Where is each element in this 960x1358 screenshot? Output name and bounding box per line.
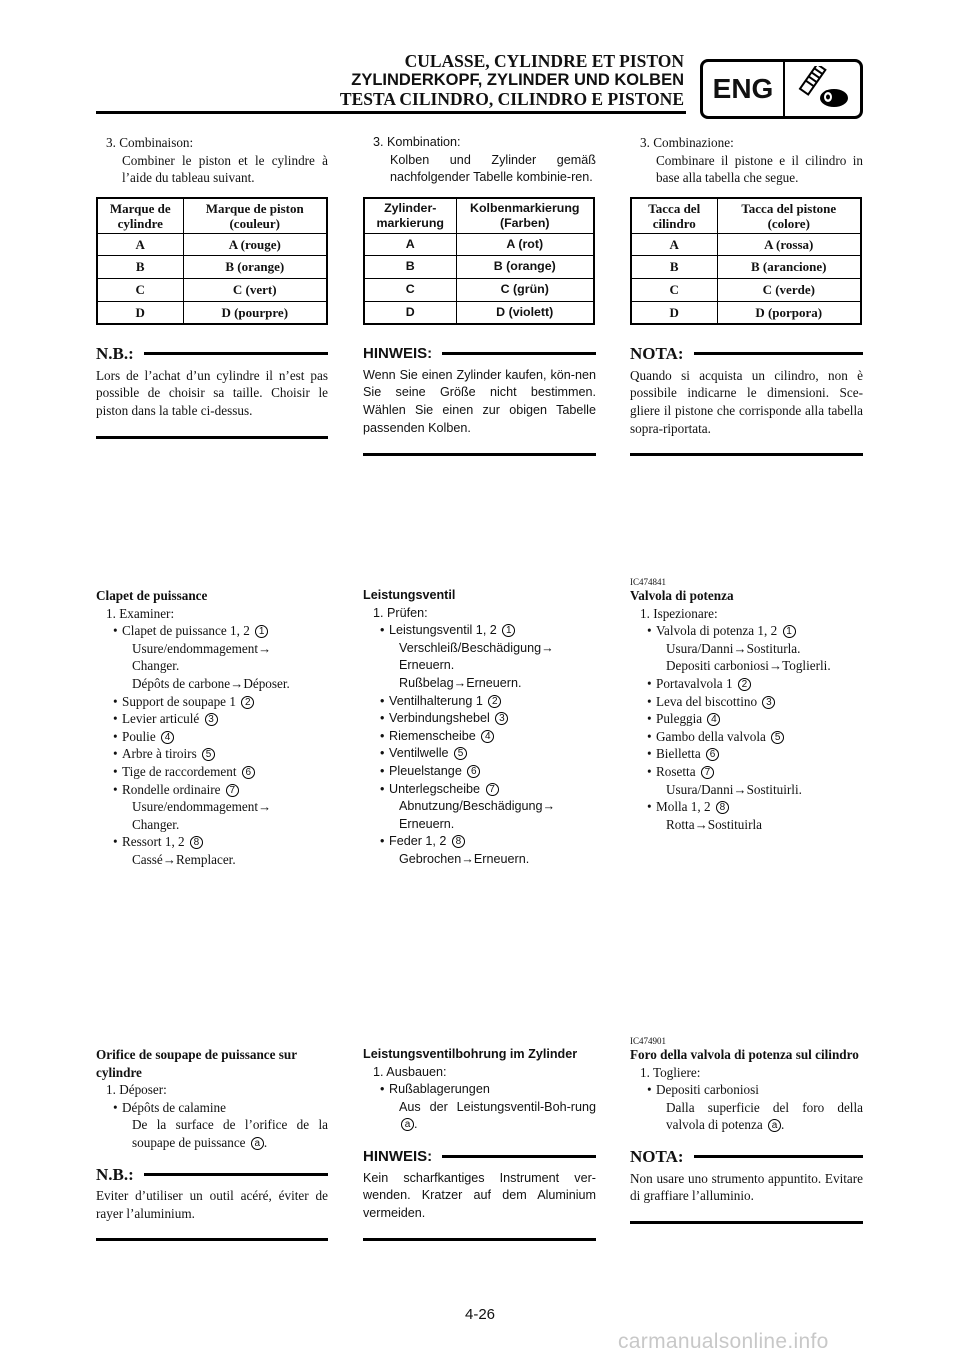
list-item-detail: Changer. [132, 816, 180, 832]
table-cell: B (arancione) [717, 256, 861, 279]
note-label: N.B.: [96, 344, 134, 364]
list-item: • Unterlegscheibe 7 [363, 781, 596, 799]
table-row [364, 278, 594, 301]
it-note2-heading [630, 1148, 863, 1166]
it-combination-section [630, 134, 863, 456]
table-row [631, 233, 861, 256]
table-row [97, 233, 327, 256]
fr-step3-label: Combinaison: [119, 135, 194, 150]
de-orifice-sub-text: Aus der Leistungsventil-Boh-rung [399, 1099, 596, 1114]
note-label: NOTA: [630, 344, 684, 364]
table-header: Kolbenmarkierung (Farben) [456, 198, 594, 234]
de-combination-section [363, 134, 596, 456]
list-item: • Tige de raccordement 6 [96, 763, 328, 781]
note-rule [442, 1155, 596, 1158]
de-orifice-title: Leistungsventilbohrung im Zylinder [363, 1047, 578, 1061]
fr-orifice-item: Dépôts de calamine [122, 1099, 226, 1115]
fr-combination-section [96, 134, 328, 439]
callout-number: 4 [707, 713, 720, 726]
list-item-detail: Usure/endommagement→ [132, 640, 272, 656]
note-label: NOTA: [630, 1146, 684, 1166]
table-cell: D [364, 301, 456, 324]
list-item-text: Puleggia [656, 711, 703, 727]
callout-number: 3 [205, 713, 218, 726]
de-orifice-end: . [414, 1117, 418, 1132]
list-item-text: Gambo della valvola [656, 728, 766, 744]
fr-orifice-title: Orifice de soupape de puissance sur cylindre [96, 1047, 297, 1080]
callout-number: 2 [488, 695, 501, 708]
list-item: • Ressort 1, 2 8 [96, 833, 328, 851]
it-combination-table [630, 197, 862, 325]
callout-number: 2 [738, 678, 751, 691]
list-item-text: Feder 1, 2 [389, 834, 447, 849]
it-step3-text: Combinare il pistone e il cilindro in base alla tabella che segue. [656, 152, 863, 186]
note-end-rule [96, 436, 328, 439]
it-orifice-step: 1. Togliere: [640, 1064, 701, 1080]
list-item: • Poulie 4 [96, 728, 328, 746]
callout-number: 2 [241, 696, 254, 709]
callout-number: 7 [701, 766, 714, 779]
it-orifice-section [630, 1036, 863, 1224]
note-label: N.B.: [96, 1164, 134, 1184]
list-item: • Clapet de puissance 1, 2 1 [96, 622, 328, 640]
list-item: • Riemenscheibe 4 [363, 728, 596, 746]
table-cell: B (orange) [456, 256, 594, 279]
fr-orifice-section [96, 1046, 328, 1241]
list-item: • Portavalvola 1 2 [630, 675, 863, 693]
list-item: • Pleuelstange 6 [363, 763, 596, 781]
list-item-text: Portavalvola 1 [656, 675, 733, 691]
de-step3-title [363, 134, 596, 152]
table-cell: C [97, 278, 183, 301]
table-cell: A (rouge) [183, 233, 327, 256]
fr-orifice-sub [96, 1116, 328, 1151]
fr-orifice-step: 1. Déposer: [106, 1082, 167, 1098]
de-note2-text: Kein scharfkantiges Instrument ver-wenden. Kratzer auf dem Aluminium vermeiden. [363, 1170, 596, 1220]
fr-power-valve-section [96, 587, 328, 869]
callout-number: 5 [202, 748, 215, 761]
callout-number: 8 [452, 835, 465, 848]
list-item-text: Ressort 1, 2 [122, 834, 185, 850]
list-item-detail: Depositi carboniosi→Toglierli. [666, 658, 831, 674]
list-item: • Leistungsventil 1, 2 1 [363, 622, 596, 640]
de-step3-label: Kombination: [387, 135, 461, 149]
page-number: 4-26 [464, 1306, 496, 1323]
note-label: HINWEIS: [363, 345, 433, 363]
fr-note1-text: Lors de l’achat d’un cylindre il n’est pas possible de choisir sa taille. Choisir le piston dans la table ci-dessus. [96, 367, 328, 418]
engine-piston-icon [785, 62, 860, 116]
table-row [97, 301, 327, 324]
fr-note2-text: Eviter d’utiliser un outil acéré, éviter de rayer l’aluminium. [96, 1188, 328, 1221]
list-item-text: Leistungsventil 1, 2 [389, 623, 497, 638]
it-orifice-sub [630, 1099, 863, 1134]
list-item-detail: Abnutzung/Beschädigung→ [399, 799, 556, 814]
it-valve-items [630, 622, 863, 833]
note-label: HINWEIS: [363, 1147, 433, 1165]
table-cell: B [97, 256, 183, 279]
de-orifice-step: 1. Ausbauen: [373, 1064, 447, 1079]
table-header: Tacca del cilindro [631, 198, 717, 234]
callout-number: 6 [242, 766, 255, 779]
table-row [364, 301, 594, 324]
it-note1-heading [630, 345, 863, 363]
it-orifice-sub-text: Dalla superficie del foro della valvola di potenza [666, 1099, 863, 1133]
list-item-detail: Verschleiß/Beschädigung→ [399, 640, 554, 655]
list-item-text: Molla 1, 2 [656, 799, 711, 815]
note-end-rule [363, 1238, 596, 1241]
callout-number: 7 [486, 783, 499, 796]
it-valve-step: 1. Ispezionare: [640, 605, 718, 621]
header-rule [96, 111, 686, 114]
table-cell: B [631, 256, 717, 279]
callout-a: a [251, 1137, 264, 1150]
list-item-detail: Changer. [132, 658, 180, 674]
fr-note2-heading [96, 1166, 328, 1184]
list-item: • Leva del biscottino 3 [630, 693, 863, 711]
list-item-detail: Cassé→Remplacer. [132, 851, 236, 867]
note-rule [694, 1155, 863, 1158]
list-item-detail: Gebrochen→Erneuern. [399, 851, 530, 866]
de-combination-table [363, 197, 595, 325]
callout-number: 5 [454, 747, 467, 760]
note-end-rule [96, 1238, 328, 1241]
it-power-valve-section [630, 577, 863, 833]
de-step3-num: 3. [373, 135, 384, 149]
table-cell: B [364, 256, 456, 279]
list-item-text: Riemenscheibe [389, 728, 476, 743]
de-note1-heading [363, 345, 596, 363]
it-step3-label: Combinazione: [653, 135, 734, 150]
it-valve-title: Valvola di potenza [630, 588, 734, 603]
de-power-valve-section [363, 587, 596, 869]
list-item: • Feder 1, 2 8 [363, 833, 596, 851]
list-item: • Support de soupape 1 2 [96, 693, 328, 711]
callout-number: 3 [762, 696, 775, 709]
de-note1-text: Wenn Sie einen Zylinder kaufen, kön-nen Sie seine Größe nicht bestimmen. Wählen Sie einen zur obigen Tabelle passenden Kolben. [363, 367, 596, 435]
table-header: Marque de cylindre [97, 198, 183, 234]
de-orifice-section [363, 1046, 596, 1241]
table-cell: A (rot) [456, 233, 594, 256]
list-item: • Levier articulé 3 [96, 710, 328, 728]
table-cell: C [631, 278, 717, 301]
it-step3-title [630, 134, 863, 152]
list-item-text: Valvola di potenza 1, 2 [656, 623, 778, 639]
list-item-text: Pleuelstange [389, 763, 462, 778]
list-item: • Verbindungshebel 3 [363, 710, 596, 728]
note-rule [694, 352, 863, 355]
fr-step3-title [96, 134, 328, 152]
fr-orifice-sub-text: De la surface de l’orifice de la soupape de puissance [132, 1117, 328, 1150]
table-cell: D (porpora) [717, 301, 861, 324]
list-item: • Depositi carboniosi [647, 1082, 759, 1098]
list-item: • Rondelle ordinaire 7 [96, 781, 328, 799]
fr-step3-num: 3. [106, 135, 116, 150]
note-rule [442, 352, 596, 355]
header-title-de: ZYLINDERKOPF, ZYLINDER UND KOLBEN [351, 71, 684, 89]
table-cell: A (rossa) [717, 233, 861, 256]
list-item-detail: Usure/endommagement→ [132, 799, 272, 815]
table-row [631, 301, 861, 324]
table-row [364, 233, 594, 256]
list-item-text: Bielletta [656, 746, 701, 762]
table-cell: C (vert) [183, 278, 327, 301]
table-cell: B (orange) [183, 256, 327, 279]
list-item: • Arbre à tiroirs 5 [96, 745, 328, 763]
it-step3-num: 3. [640, 135, 650, 150]
list-item-detail: Dépôts de carbone→Déposer. [132, 675, 290, 691]
list-item: • Rußablagerungen [380, 1082, 490, 1097]
list-item-detail: Rußbelag→Erneuern. [399, 675, 522, 690]
list-item-detail: Usura/Danni→Sostiturla. [666, 640, 801, 656]
table-row [631, 256, 861, 279]
fr-step3-text: Combiner le piston et le cylindre à l’aide du tableau suivant. [122, 152, 328, 186]
de-step3-text: Kolben und Zylinder gemäß nachfolgender Tabelle kombinie-ren. [390, 152, 596, 185]
note-rule [144, 352, 328, 355]
list-item: • Bielletta 6 [630, 745, 863, 763]
list-item-text: Leva del biscottino [656, 693, 758, 709]
fr-note1-heading [96, 345, 328, 363]
table-cell: C [364, 278, 456, 301]
callout-number: 1 [255, 625, 268, 638]
table-cell: D [97, 301, 183, 324]
list-item-text: Arbre à tiroirs [122, 746, 197, 762]
list-item-text: Levier articulé [122, 711, 200, 727]
page-header-titles [300, 52, 684, 109]
list-item-text: Clapet de puissance 1, 2 [122, 623, 250, 639]
list-item: • Gambo della valvola 5 [630, 728, 863, 746]
de-orifice-item: Rußablagerungen [389, 1082, 490, 1097]
de-valve-title: Leistungsventil [363, 588, 456, 602]
callout-number: 4 [161, 731, 174, 744]
table-row [97, 256, 327, 279]
table-cell: A [97, 233, 183, 256]
callout-a: a [768, 1119, 781, 1132]
note-rule [144, 1173, 328, 1176]
list-item-detail: Rotta→Sostituirla [666, 816, 762, 832]
list-item: • Ventilwelle 5 [363, 745, 596, 763]
it-orifice-end: . [780, 1117, 785, 1133]
callout-number: 8 [190, 836, 203, 849]
fr-valve-items [96, 622, 328, 868]
table-row [364, 256, 594, 279]
fr-combination-table [96, 197, 328, 325]
fr-valve-step: 1. Examiner: [106, 605, 175, 621]
callout-number: 6 [706, 748, 719, 761]
list-item-text: Unterlegscheibe [389, 781, 481, 796]
eng-badge-label: ENG [703, 62, 785, 116]
de-orifice-sub [363, 1099, 596, 1134]
header-title-fr: CULASSE, CYLINDRE ET PISTON [404, 51, 684, 71]
callout-number: 7 [226, 784, 239, 797]
callout-number: 5 [771, 731, 784, 744]
list-item: • Puleggia 4 [630, 710, 863, 728]
list-item-text: Ventilwelle [389, 746, 449, 761]
table-cell: A [631, 233, 717, 256]
list-item-detail: Usura/Danni→Sostituirli. [666, 781, 802, 797]
it-orifice-code: IC474901 [630, 1036, 666, 1046]
it-valve-code: IC474841 [630, 577, 666, 587]
list-item: • Rosetta 7 [630, 763, 863, 781]
table-cell: C (grün) [456, 278, 594, 301]
list-item: • Dépôts de calamine [113, 1099, 226, 1115]
de-valve-step: 1. Prüfen: [373, 605, 428, 620]
table-cell: D [631, 301, 717, 324]
list-item-text: Verbindungshebel [389, 711, 490, 726]
fr-valve-title: Clapet de puissance [96, 588, 208, 603]
list-item-text: Poulie [122, 728, 156, 744]
it-note1-text: Quando si acquista un cilindro, non è possibile indicarne le dimensioni. Sce-gliere il pistone che corrisponde alla tabella sopra-riportata. [630, 367, 863, 436]
table-cell: A [364, 233, 456, 256]
section-badge [700, 59, 863, 119]
callout-number: 3 [495, 712, 508, 725]
list-item-text: Support de soupape 1 [122, 693, 236, 709]
table-header: Tacca del pistone (colore) [717, 198, 861, 234]
callout-a: a [401, 1118, 414, 1131]
table-row [631, 278, 861, 301]
table-cell: D (pourpre) [183, 301, 327, 324]
watermark: carmanualsonline.info [618, 1330, 829, 1353]
list-item-detail: Erneuern. [399, 816, 455, 831]
table-header: Marque de piston (couleur) [183, 198, 327, 234]
callout-number: 1 [783, 625, 796, 638]
callout-number: 1 [502, 624, 515, 637]
note-end-rule [630, 1221, 863, 1224]
list-item-text: Rondelle ordinaire [122, 781, 221, 797]
header-title-it: TESTA CILINDRO, CILINDRO E PISTONE [339, 89, 684, 109]
list-item-text: Rosetta [656, 763, 696, 779]
table-cell: C (verde) [717, 278, 861, 301]
note-end-rule [363, 453, 596, 456]
list-item: • Valvola di potenza 1, 2 1 [630, 622, 863, 640]
callout-number: 6 [467, 765, 480, 778]
list-item-detail: Erneuern. [399, 658, 455, 673]
list-item: • Molla 1, 2 8 [630, 798, 863, 816]
fr-orifice-end: . [263, 1134, 268, 1150]
de-valve-items [363, 622, 596, 868]
it-orifice-item: Depositi carboniosi [656, 1082, 759, 1098]
table-row [97, 278, 327, 301]
list-item-text: Ventilhalterung 1 [389, 693, 483, 708]
de-note2-heading [363, 1148, 596, 1166]
it-orifice-title: Foro della valvola di potenza sul cilindro [630, 1047, 859, 1062]
table-cell: D (violett) [456, 301, 594, 324]
list-item: • Ventilhalterung 1 2 [363, 693, 596, 711]
callout-number: 8 [716, 801, 729, 814]
note-end-rule [630, 453, 863, 456]
callout-number: 4 [481, 730, 494, 743]
it-note2-text: Non usare uno strumento appuntito. Evitare di graffiare l’alluminio. [630, 1170, 863, 1204]
table-header: Zylinder-markierung [364, 198, 456, 234]
list-item-text: Tige de raccordement [122, 763, 237, 779]
